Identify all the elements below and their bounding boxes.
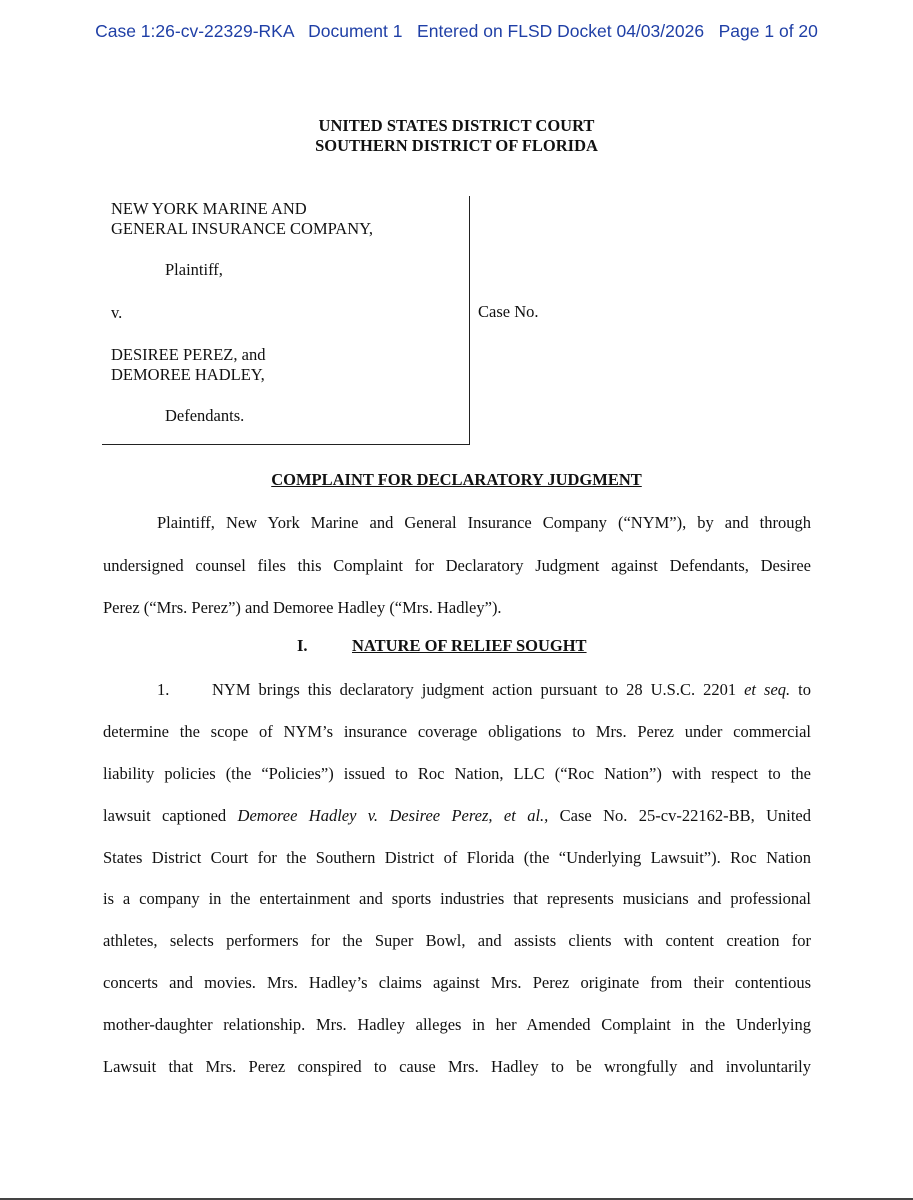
- case-number-label: Case No.: [478, 302, 539, 321]
- p1-l1-italic: et seq.: [744, 680, 791, 699]
- section-number: I.: [297, 636, 308, 655]
- p1-l4-text-b: Case No. 25-cv-22162-BB, United: [548, 806, 811, 825]
- paragraph-1-line-6: is a company in the entertainment and sports industries that represents musicians and professional: [103, 889, 811, 908]
- paragraph-1-line-9: mother-daughter relationship. Mrs. Hadley alleges in her Amended Complaint in the Underlying: [103, 1015, 811, 1034]
- paragraph-1-line-3: liability policies (the “Policies”) issued to Roc Nation, LLC (“Roc Nation”) with respect to the: [103, 764, 811, 783]
- p1-l1-text-a: NYM brings this declaratory judgment action pursuant to 28 U.S.C. 2201: [212, 680, 745, 699]
- court-heading: [0, 116, 913, 156]
- paragraph-1-line-7: athletes, selects performers for the Super Bowl, and assists clients with content creation for: [103, 931, 811, 950]
- docket-header-stamp: Case 1:26-cv-22329-RKA Document 1 Entered on FLSD Docket 04/03/2026 Page 1 of 20: [95, 21, 818, 41]
- paragraph-1-line-10: Lawsuit that Mrs. Perez conspired to cause Mrs. Hadley to be wrongfully and involuntarily: [103, 1057, 811, 1076]
- court-district: SOUTHERN DISTRICT OF FLORIDA: [315, 136, 598, 155]
- versus-label: v.: [111, 303, 123, 322]
- intro-line-2: undersigned counsel files this Complaint for Declaratory Judgment against Defendants, Desiree: [103, 556, 811, 575]
- plaintiff-name-line1: NEW YORK MARINE AND: [111, 199, 307, 218]
- p1-l4-italic: Demoree Hadley v. Desiree Perez, et al.,: [237, 806, 549, 825]
- intro-line-1: Plaintiff, New York Marine and General Insurance Company (“NYM”), by and through: [157, 513, 811, 532]
- complaint-title: COMPLAINT FOR DECLARATORY JUDGMENT: [271, 470, 642, 489]
- paragraph-1-line-2: determine the scope of NYM’s insurance coverage obligations to Mrs. Perez under commercial: [103, 722, 811, 741]
- defendant-role: Defendants.: [165, 406, 245, 425]
- court-name: UNITED STATES DISTRICT COURT: [318, 116, 595, 135]
- paragraph-1-line-1: [212, 680, 811, 700]
- p1-l1-text-b: to: [790, 680, 811, 699]
- plaintiff-role: Plaintiff,: [165, 260, 223, 279]
- intro-line-3: Perez (“Mrs. Perez”) and Demoree Hadley (“Mrs. Hadley”).: [103, 598, 502, 617]
- p1-l4-text-a: lawsuit captioned: [103, 806, 238, 825]
- defendant-name-line2: DEMOREE HADLEY,: [111, 365, 265, 384]
- paragraph-number: 1.: [157, 680, 170, 699]
- paragraph-1-line-8: concerts and movies. Mrs. Hadley’s claims against Mrs. Perez originate from their contentious: [103, 973, 811, 992]
- paragraph-1-line-4: [103, 806, 811, 826]
- defendant-name-line1: DESIREE PEREZ, and: [111, 345, 266, 364]
- section-title: NATURE OF RELIEF SOUGHT: [352, 636, 587, 655]
- paragraph-1-line-5: States District Court for the Southern District of Florida (the “Underlying Lawsuit”). Roc Nation: [103, 848, 811, 867]
- plaintiff-name-line2: GENERAL INSURANCE COMPANY,: [111, 219, 374, 238]
